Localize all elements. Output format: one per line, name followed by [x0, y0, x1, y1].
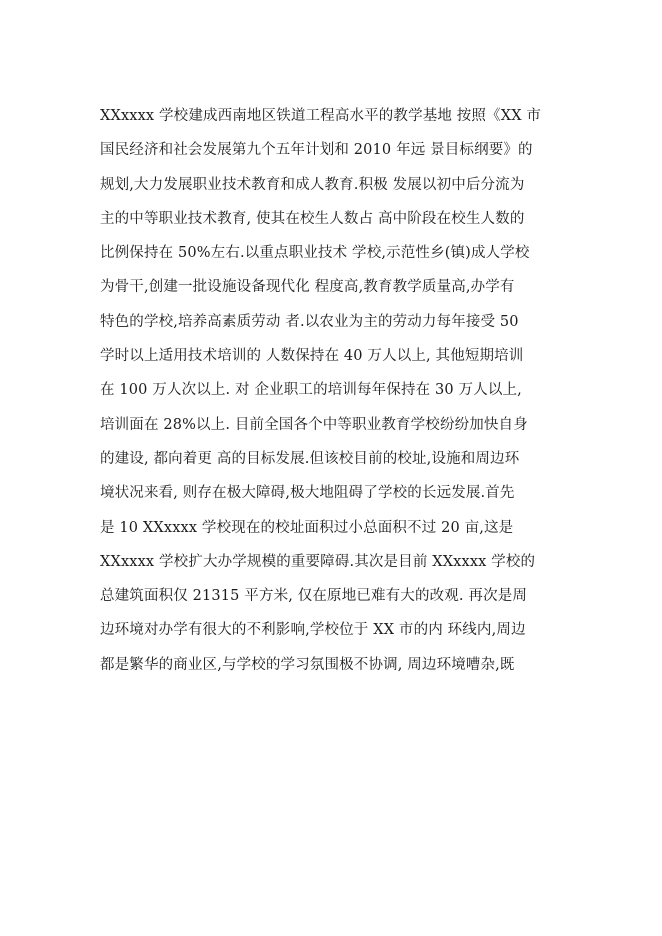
text-line: 为骨干,创建一批设施设备现代化 程度高,教育教学质量高,办学有	[100, 279, 515, 296]
text-line: 境状况来看, 则存在极大障碍,极大地阻碍了学校的长远发展.首先	[100, 485, 515, 502]
text-line: 比例保持在 50%左右.以重点职业技术 学校,示范性乡(镇)成人学校	[100, 245, 530, 262]
text-line: 是 10 XXxxxx 学校现在的校址面积过小总面积不过 20 亩,这是	[100, 519, 514, 536]
text-line: 边环境对办学有很大的不利影响,学校位于 XX 市的内 环线内,周边	[100, 622, 526, 639]
text-line: XXxxxx 学校扩大办学规模的重要障碍.其次是目前 XXxxxx 学校的	[100, 553, 536, 570]
text-line: 国民经济和社会发展第九个五年计划和 2010 年远 景目标纲要》的	[100, 142, 533, 159]
text-line: 培训面在 28%以上. 目前全国各个中等职业教育学校纷纷加快自身	[100, 416, 528, 433]
text-line: 规划,大力发展职业技术教育和成人教育.积极 发展以初中后分流为	[100, 176, 525, 193]
text-line: 总建筑面积仅 21315 平方米, 仅在原地已难有大的改观. 再次是周	[100, 588, 528, 605]
text-line: XXxxxx 学校建成西南地区铁道工程高水平的教学基地 按照《XX 市	[100, 108, 542, 124]
body-paragraph	[100, 106, 570, 689]
text-line: 在 100 万人次以上. 对 企业职工的培训每年保持在 30 万人以上,	[100, 382, 522, 399]
text-line: 的建设, 都向着更 高的目标发展.但该校目前的校址,设施和周边环	[100, 450, 520, 467]
text-line: 特色的学校,培养高素质劳动 者.以农业为主的劳动力每年接受 50	[100, 313, 519, 330]
text-line: 学时以上适用技术培训的 人数保持在 40 万人以上, 其他短期培训	[100, 348, 524, 365]
text-line: 都是繁华的商业区,与学校的学习氛围极不协调, 周边环境嘈杂,既	[100, 656, 515, 673]
text-line: 主的中等职业技术教育, 使其在校生人数占 高中阶段在校生人数的	[100, 210, 525, 227]
